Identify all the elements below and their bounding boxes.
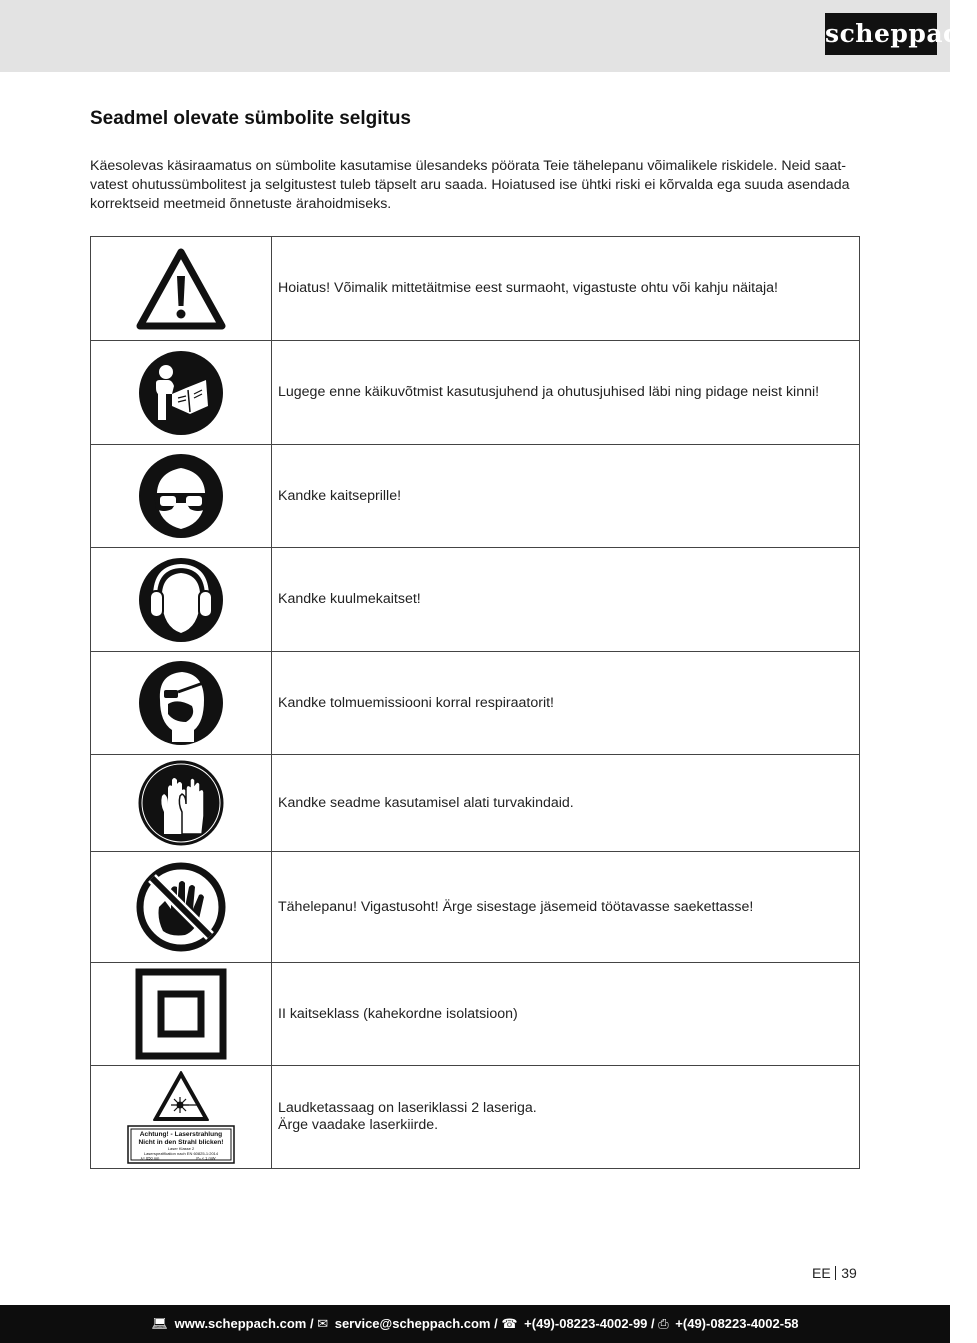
table-row bbox=[91, 1066, 860, 1169]
description-cell: II kaitseklass (kahekordne isolatsioon) bbox=[272, 963, 860, 1066]
footer-phone[interactable]: +(49)-08223-4002-99 bbox=[524, 1316, 648, 1331]
icon-cell bbox=[91, 445, 272, 548]
description-line: Ärge vaadake laserkiirde. bbox=[278, 1117, 439, 1133]
footer-email[interactable]: service@scheppach.com bbox=[334, 1316, 491, 1331]
safety-goggles-icon bbox=[138, 453, 224, 539]
laser-label-line2: Nicht in den Strahl blicken! bbox=[138, 1139, 224, 1146]
warning-triangle-icon bbox=[136, 248, 226, 330]
footer-fax[interactable]: +(49)-08223-4002-58 bbox=[675, 1316, 799, 1331]
laser-label-line5-left: λ= 650 nm bbox=[140, 1155, 160, 1161]
icon-cell bbox=[91, 1066, 272, 1169]
top-banner bbox=[0, 0, 977, 72]
intro-paragraph: Käesolevas käsiraamatus on sümbolite kasutamise ülesandeks pöörata Teie tähelepanu võimalikele riskidele. Neid saat-vatest ohutussümbolitest ja selgitustest tuleb täpselt aru saada. Hoiatused ise ühtki riski ei kõrvalda ega suuda asendada korrektseid meetmeid õnnetuste ärahoidmiseks. bbox=[90, 158, 850, 212]
respirator-icon bbox=[138, 660, 224, 746]
computer-icon: 💻︎ bbox=[151, 1316, 168, 1331]
email-icon: ✉︎ bbox=[317, 1316, 329, 1331]
footer-bar bbox=[0, 1305, 950, 1343]
description-cell: Kandke tolmuemissiooni korral respiraatorit! bbox=[272, 652, 860, 755]
description-cell: Lugege enne käikuvõtmist kasutusjuhend ja ohutusjuhised läbi ning pidage neist kinni! bbox=[272, 341, 860, 445]
table-row bbox=[91, 341, 860, 445]
icon-cell bbox=[91, 852, 272, 963]
laser-label-line5-right: Pₒ < 1 mW bbox=[196, 1155, 216, 1161]
description-cell: Kandke kaitseprille! bbox=[272, 445, 860, 548]
table-row bbox=[91, 548, 860, 652]
page-section: EE bbox=[812, 1265, 831, 1281]
icon-cell bbox=[91, 963, 272, 1066]
footer-separator: / bbox=[651, 1316, 659, 1331]
brand-logo: scheppach bbox=[825, 13, 937, 55]
icon-cell bbox=[91, 341, 272, 445]
icon-cell bbox=[91, 548, 272, 652]
read-manual-icon bbox=[138, 350, 224, 436]
laser-warning-icon bbox=[126, 1070, 236, 1164]
page-number-value: 39 bbox=[841, 1265, 857, 1281]
page-number bbox=[812, 1265, 857, 1281]
table-row bbox=[91, 445, 860, 548]
footer-separator: / bbox=[494, 1316, 502, 1331]
no-hands-icon bbox=[135, 861, 227, 953]
laser-label-line4: Laserspezifikation nach EN 60825-1:2014 bbox=[143, 1151, 219, 1156]
ear-protection-icon bbox=[138, 557, 224, 643]
laser-label-line3: Laser Klasse 2 bbox=[167, 1146, 195, 1151]
icon-cell bbox=[91, 652, 272, 755]
gloves-icon bbox=[138, 760, 224, 846]
description-line: Laudketassaag on laseriklassi 2 laseriga. bbox=[278, 1100, 537, 1116]
table-row bbox=[91, 652, 860, 755]
description-cell: Hoiatus! Võimalik mittetäitmise eest surmaoht, vigastuste ohtu või kahju näitaja! bbox=[272, 237, 860, 341]
table-row bbox=[91, 755, 860, 852]
description-cell bbox=[272, 1066, 860, 1169]
page-separator bbox=[835, 1266, 837, 1280]
symbols-table bbox=[90, 236, 860, 1169]
description-cell: Kandke seadme kasutamisel alati turvakindaid. bbox=[272, 755, 860, 852]
table-row bbox=[91, 963, 860, 1066]
phone-icon: ☎︎ bbox=[501, 1316, 518, 1331]
description-cell: Kandke kuulmekaitset! bbox=[272, 548, 860, 652]
page-title: Seadmel olevate sümbolite selgitus bbox=[90, 108, 411, 129]
footer-website[interactable]: www.scheppach.com bbox=[174, 1316, 307, 1331]
laser-label-line1: Achtung! - Laserstrahlung bbox=[139, 1131, 223, 1138]
table-row bbox=[91, 852, 860, 963]
icon-cell bbox=[91, 237, 272, 341]
table-row bbox=[91, 237, 860, 341]
footer-separator: / bbox=[309, 1316, 318, 1331]
description-cell: Tähelepanu! Vigastusoht! Ärge sisestage jäsemeid töötavasse saekettasse! bbox=[272, 852, 860, 963]
icon-cell bbox=[91, 755, 272, 852]
protection-class-ii-icon bbox=[135, 968, 227, 1060]
fax-icon: ⎙ bbox=[658, 1316, 669, 1331]
